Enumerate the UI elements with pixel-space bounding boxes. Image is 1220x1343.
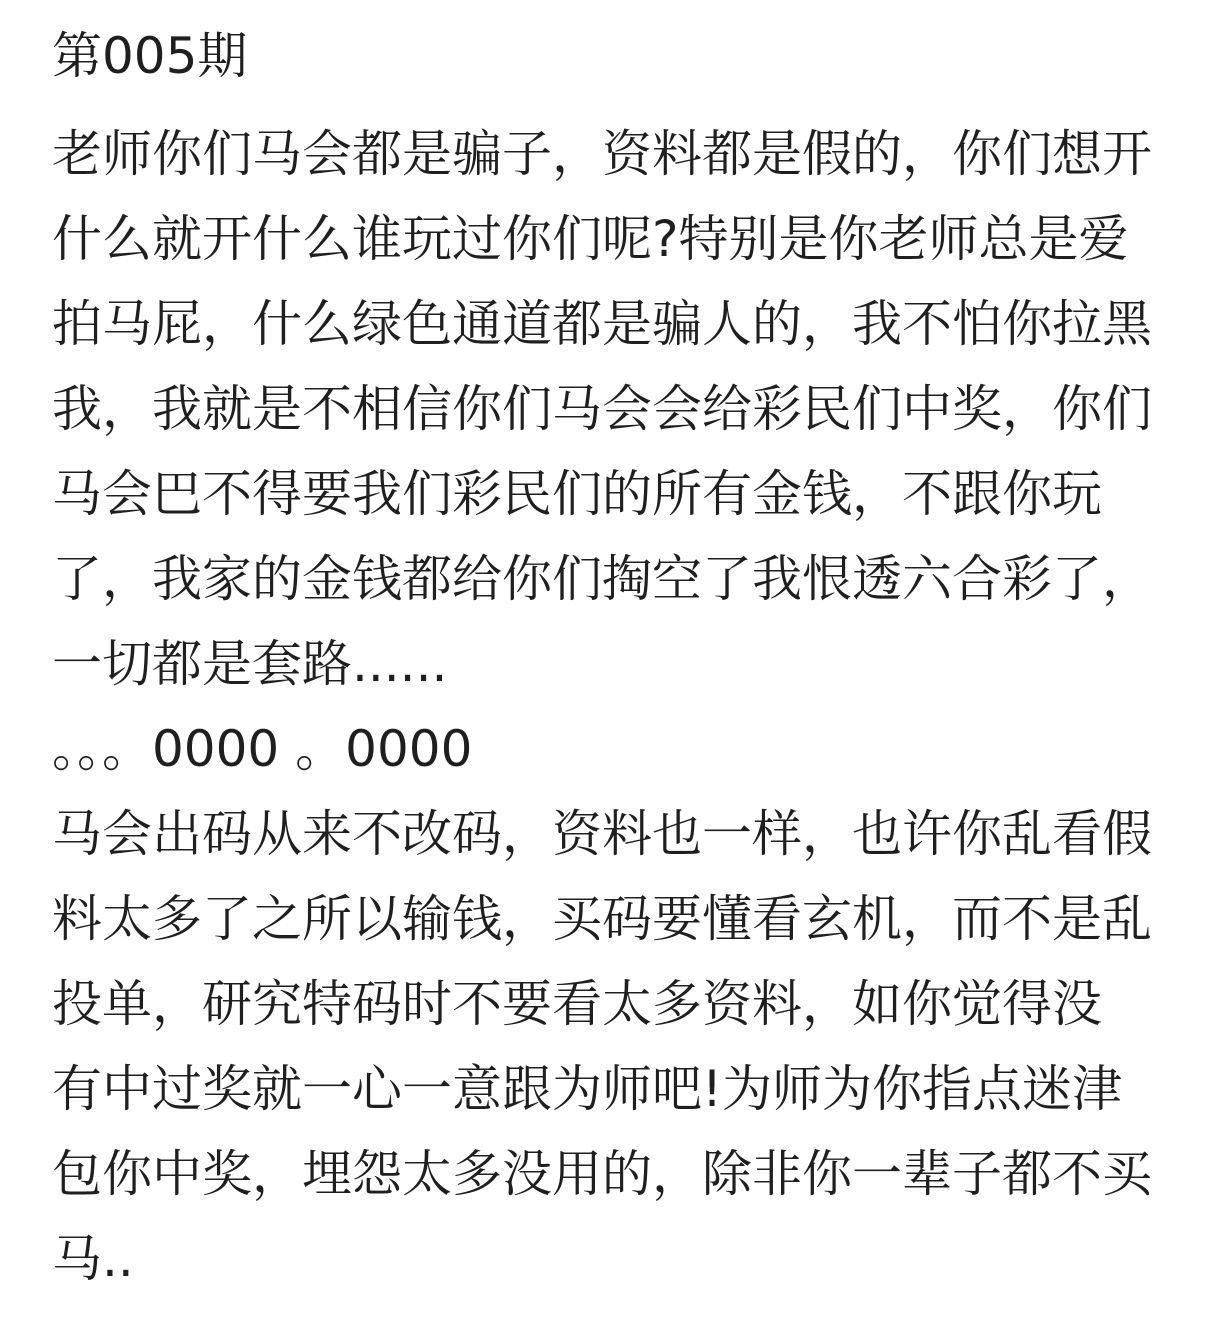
text-line: 有中过奖就一心一意跟为师吧!为师为你指点迷津: [52, 1060, 1123, 1118]
text-line: 料太多了之所以输钱，买码要懂看玄机，而不是乱: [52, 890, 1152, 948]
text-line: 马会巴不得要我们彩民们的所有金钱，不跟你玩: [52, 465, 1102, 523]
text-line: 。。。0000 。0000: [52, 720, 473, 778]
text-line: 包你中奖，埋怨太多没用的，除非你一辈子都不买: [52, 1145, 1152, 1203]
text-line: 马..: [52, 1230, 134, 1288]
post-body: [52, 0, 1182, 1302]
text-line: 我，我就是不相信你们马会会给彩民们中奖，你们: [52, 380, 1152, 438]
text-line: 拍马屁，什么绿色通道都是骗人的，我不怕你拉黑: [52, 295, 1152, 353]
text-line: 老师你们马会都是骗子，资料都是假的，你们想开: [52, 125, 1152, 183]
text-line: 一切都是套路......: [52, 635, 448, 693]
text-line: 投单，研究特码时不要看太多资料，如你觉得没: [52, 975, 1102, 1033]
text-line: 了，我家的金钱都给你们掏空了我恨透六合彩了，: [52, 550, 1152, 608]
text-line: 马会出码从来不改码，资料也一样，也许你乱看假: [52, 805, 1152, 863]
issue-title: 第005期: [52, 27, 248, 85]
text-line: 什么就开什么谁玩过你们呢?特别是你老师总是爱: [52, 210, 1129, 268]
